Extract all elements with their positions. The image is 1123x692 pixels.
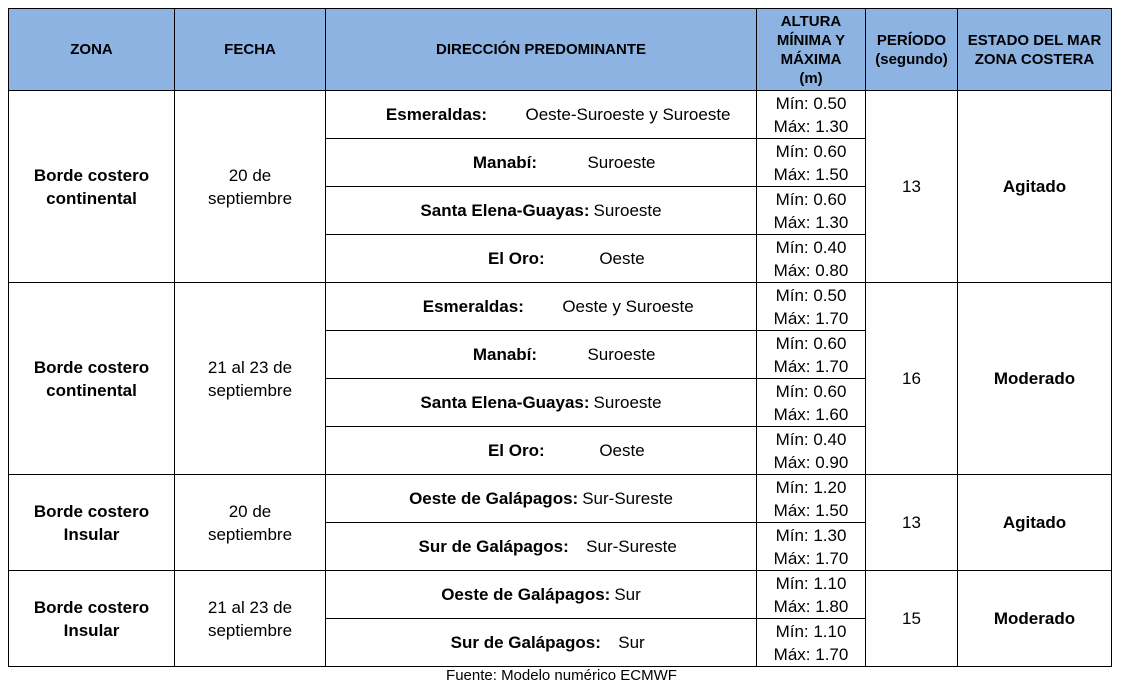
periodo-cell: 16: [866, 283, 958, 475]
header-periodo: PERÍODO (segundo): [866, 9, 958, 91]
direccion-cell: [326, 619, 757, 667]
table-row: [9, 283, 1112, 331]
zona-cell: Borde costero continental: [9, 283, 175, 475]
location-label: Esmeraldas:: [422, 296, 524, 316]
altura-cell: Mín: 1.30 Máx: 1.70: [757, 523, 866, 571]
direccion-cell: [326, 91, 757, 139]
altura-cell: Mín: 1.10 Máx: 1.80: [757, 571, 866, 619]
direccion-cell: [326, 283, 757, 331]
direccion-cell: [326, 523, 757, 571]
fecha-cell: 20 de septiembre: [175, 91, 326, 283]
header-direccion: DIRECCIÓN PREDOMINANTE: [326, 9, 757, 91]
location-label: Manabí:: [472, 344, 538, 364]
altura-cell: Mín: 0.60 Máx: 1.60: [757, 379, 866, 427]
direccion-cell: [326, 475, 757, 523]
direction-value: Oeste: [599, 440, 645, 460]
altura-cell: Mín: 0.60 Máx: 1.50: [757, 139, 866, 187]
header-fecha: FECHA: [175, 9, 326, 91]
location-label: Manabí:: [472, 152, 538, 172]
estado-cell: Agitado: [958, 91, 1112, 283]
estado-cell: Moderado: [958, 571, 1112, 667]
direccion-cell: [326, 235, 757, 283]
altura-cell: Mín: 0.60 Máx: 1.70: [757, 331, 866, 379]
altura-cell: Mín: 0.50 Máx: 1.30: [757, 91, 866, 139]
location-label: Oeste de Galápagos:: [409, 488, 579, 508]
location-label: Oeste de Galápagos:: [441, 584, 611, 604]
location-label: Santa Elena-Guayas:: [420, 392, 590, 412]
location-label: Esmeraldas:: [385, 104, 488, 124]
header-estado: ESTADO DEL MAR ZONA COSTERA: [958, 9, 1112, 91]
altura-cell: Mín: 0.50 Máx: 1.70: [757, 283, 866, 331]
header-altura: ALTURA MÍNIMA Y MÁXIMA (m): [757, 9, 866, 91]
zona-cell: Borde costero continental: [9, 91, 175, 283]
table-row: [9, 571, 1112, 619]
direction-value: Suroeste: [593, 392, 662, 412]
direction-value: Oeste y Suroeste: [562, 296, 694, 316]
direction-value: Oeste: [599, 248, 645, 268]
altura-cell: Mín: 0.60 Máx: 1.30: [757, 187, 866, 235]
periodo-cell: 13: [866, 475, 958, 571]
periodo-cell: 15: [866, 571, 958, 667]
direction-value: Sur: [614, 584, 641, 604]
zona-cell: Borde costero Insular: [9, 475, 175, 571]
estado-cell: Agitado: [958, 475, 1112, 571]
zona-cell: Borde costero Insular: [9, 571, 175, 667]
table-row: [9, 475, 1112, 523]
direccion-cell: [326, 427, 757, 475]
direction-value: Sur-Sureste: [586, 536, 677, 556]
direction-value: Oeste-Suroeste y Suroeste: [525, 104, 731, 124]
fecha-cell: 21 al 23 de septiembre: [175, 283, 326, 475]
wave-forecast-table: [8, 8, 1112, 667]
fecha-cell: 20 de septiembre: [175, 475, 326, 571]
altura-cell: Mín: 1.20 Máx: 1.50: [757, 475, 866, 523]
location-label: Sur de Galápagos:: [418, 536, 569, 556]
location-label: El Oro:: [487, 248, 545, 268]
header-row: [9, 9, 1112, 91]
source-note: Fuente: Modelo numérico ECMWF: [446, 667, 677, 684]
direction-value: Sur-Sureste: [582, 488, 673, 508]
direccion-cell: [326, 187, 757, 235]
location-label: El Oro:: [487, 440, 545, 460]
direccion-cell: [326, 571, 757, 619]
location-label: Sur de Galápagos:: [450, 632, 601, 652]
altura-cell: Mín: 0.40 Máx: 0.90: [757, 427, 866, 475]
direction-value: Suroeste: [593, 200, 662, 220]
header-zona: ZONA: [9, 9, 175, 91]
direction-value: Suroeste: [587, 152, 656, 172]
altura-cell: Mín: 1.10 Máx: 1.70: [757, 619, 866, 667]
location-label: Santa Elena-Guayas:: [420, 200, 590, 220]
periodo-cell: 13: [866, 91, 958, 283]
direction-value: Suroeste: [587, 344, 656, 364]
table-body: [9, 91, 1112, 667]
direccion-cell: [326, 331, 757, 379]
direccion-cell: [326, 139, 757, 187]
altura-cell: Mín: 0.40 Máx: 0.80: [757, 235, 866, 283]
direction-value: Sur: [618, 632, 645, 652]
table-row: [9, 91, 1112, 139]
estado-cell: Moderado: [958, 283, 1112, 475]
fecha-cell: 21 al 23 de septiembre: [175, 571, 326, 667]
direccion-cell: [326, 379, 757, 427]
